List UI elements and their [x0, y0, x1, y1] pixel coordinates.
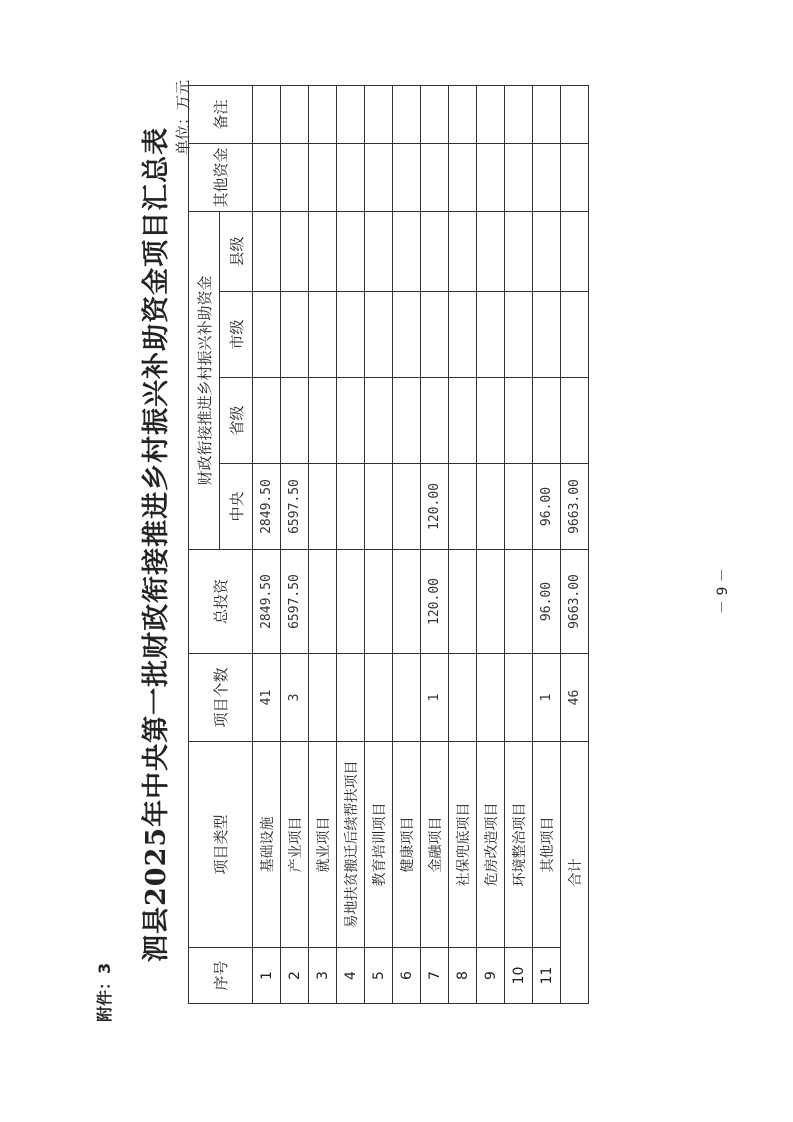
cell-count [449, 654, 477, 742]
cell-county [561, 211, 589, 291]
cell-seq: 10 [505, 948, 533, 1004]
cell-count [393, 654, 421, 742]
cell-provincial [365, 378, 393, 464]
header-county: 县级 [220, 211, 253, 291]
cell-central [393, 464, 421, 550]
cell-total [365, 550, 393, 654]
cell-remark [421, 85, 449, 143]
cell-seq: 8 [449, 948, 477, 1004]
cell-remark [337, 85, 365, 143]
total-total: 9663.00 [561, 550, 589, 654]
cell-central [449, 464, 477, 550]
table-row [421, 85, 449, 1003]
cell-city [309, 292, 337, 378]
header-seq: 序号 [189, 948, 253, 1004]
cell-central [365, 464, 393, 550]
cell-county [533, 211, 561, 291]
cell-city [393, 292, 421, 378]
unit-label: 单位：万元 [174, 80, 192, 156]
cell-count: 3 [281, 654, 309, 742]
cell-other [281, 143, 309, 211]
cell-other [505, 143, 533, 211]
cell-central: 96.00 [533, 464, 561, 550]
cell-central [337, 464, 365, 550]
header-type: 项目类型 [189, 742, 253, 948]
cell-provincial [533, 378, 561, 464]
cell-count: 1 [533, 654, 561, 742]
cell-central [309, 464, 337, 550]
cell-remark [253, 85, 281, 143]
cell-central: 6597.50 [281, 464, 309, 550]
header-count: 项目个数 [189, 654, 253, 742]
cell-central [505, 464, 533, 550]
cell-count: 1 [421, 654, 449, 742]
cell-other [533, 143, 561, 211]
cell-other [477, 143, 505, 211]
cell-type: 环境整治项目 [505, 742, 533, 948]
cell-central [477, 464, 505, 550]
cell-county [281, 211, 309, 291]
table-row [505, 85, 533, 1003]
cell-county [365, 211, 393, 291]
cell-provincial [281, 378, 309, 464]
cell-city [337, 292, 365, 378]
cell-provincial [561, 378, 589, 464]
header-remark: 备注 [189, 85, 253, 143]
header-provincial: 省级 [220, 378, 253, 464]
cell-seq: 3 [309, 948, 337, 1004]
cell-type: 金融项目 [421, 742, 449, 948]
cell-total: 6597.50 [281, 550, 309, 654]
cell-remark [281, 85, 309, 143]
cell-count: 41 [253, 654, 281, 742]
cell-total [477, 550, 505, 654]
cell-count [337, 654, 365, 742]
cell-provincial [309, 378, 337, 464]
cell-city [477, 292, 505, 378]
cell-type: 危房改造项目 [477, 742, 505, 948]
cell-type: 教育培训项目 [365, 742, 393, 948]
cell-other [365, 143, 393, 211]
cell-type: 易地扶贫搬迁后续帮扶项目 [337, 742, 365, 948]
cell-type: 就业项目 [309, 742, 337, 948]
cell-total: 2849.50 [253, 550, 281, 654]
cell-total: 96.00 [533, 550, 561, 654]
cell-remark [449, 85, 477, 143]
total-count: 46 [561, 654, 589, 742]
header-other: 其他资金 [189, 143, 253, 211]
cell-remark [561, 85, 589, 143]
cell-remark [533, 85, 561, 143]
cell-city [505, 292, 533, 378]
table-row [309, 85, 337, 1003]
cell-seq: 11 [533, 948, 561, 1004]
cell-count [477, 654, 505, 742]
cell-city [533, 292, 561, 378]
cell-provincial [393, 378, 421, 464]
attachment-label: 附件：3 [95, 962, 114, 1022]
cell-city [281, 292, 309, 378]
cell-remark [477, 85, 505, 143]
cell-count [365, 654, 393, 742]
cell-city [561, 292, 589, 378]
cell-other [561, 143, 589, 211]
cell-total: 120.00 [421, 550, 449, 654]
cell-other [309, 143, 337, 211]
cell-total [309, 550, 337, 654]
cell-type: 基础设施 [253, 742, 281, 948]
cell-remark [365, 85, 393, 143]
cell-central: 120.00 [421, 464, 449, 550]
cell-provincial [253, 378, 281, 464]
table-row [393, 85, 421, 1003]
cell-city [421, 292, 449, 378]
cell-county [505, 211, 533, 291]
cell-county [309, 211, 337, 291]
cell-provincial [477, 378, 505, 464]
page-title: 泗县2025年中央第一批财政衔接推进乡村振兴补助资金项目汇总表 [141, 126, 172, 962]
cell-other [393, 143, 421, 211]
total-label: 合计 [561, 742, 589, 1004]
cell-other [337, 143, 365, 211]
cell-type: 社保兜底项目 [449, 742, 477, 948]
cell-county [253, 211, 281, 291]
cell-county [449, 211, 477, 291]
cell-total [393, 550, 421, 654]
cell-provincial [505, 378, 533, 464]
cell-count [309, 654, 337, 742]
summary-table [188, 85, 589, 1004]
cell-total [505, 550, 533, 654]
header-row-1 [189, 85, 220, 1003]
cell-seq: 7 [421, 948, 449, 1004]
table-row [365, 85, 393, 1003]
table-row [253, 85, 281, 1003]
cell-seq: 2 [281, 948, 309, 1004]
cell-provincial [337, 378, 365, 464]
cell-central: 2849.50 [253, 464, 281, 550]
cell-type: 其他项目 [533, 742, 561, 948]
header-central: 中央 [220, 464, 253, 550]
cell-total [337, 550, 365, 654]
cell-seq: 5 [365, 948, 393, 1004]
table-row [281, 85, 309, 1003]
cell-other [253, 143, 281, 211]
header-city: 市级 [220, 292, 253, 378]
header-total: 总投资 [189, 550, 253, 654]
cell-county [337, 211, 365, 291]
cell-type: 健康项目 [393, 742, 421, 948]
cell-type: 产业项目 [281, 742, 309, 948]
cell-city [365, 292, 393, 378]
cell-remark [309, 85, 337, 143]
cell-seq: 9 [477, 948, 505, 1004]
cell-remark [393, 85, 421, 143]
cell-county [393, 211, 421, 291]
total-central: 9663.00 [561, 464, 589, 550]
cell-other [449, 143, 477, 211]
cell-seq: 6 [393, 948, 421, 1004]
cell-county [421, 211, 449, 291]
cell-count [505, 654, 533, 742]
cell-remark [505, 85, 533, 143]
table-row [449, 85, 477, 1003]
cell-other [421, 143, 449, 211]
header-fund-group: 财政衔接推进乡村振兴补助资金 [189, 211, 220, 549]
cell-seq: 1 [253, 948, 281, 1004]
cell-provincial [449, 378, 477, 464]
page-number: － 9 － [715, 568, 731, 614]
cell-seq: 4 [337, 948, 365, 1004]
table-row [533, 85, 561, 1003]
total-row [561, 85, 589, 1003]
cell-provincial [421, 378, 449, 464]
cell-total [449, 550, 477, 654]
table-row [337, 85, 365, 1003]
cell-county [477, 211, 505, 291]
cell-city [449, 292, 477, 378]
table-row [477, 85, 505, 1003]
cell-city [253, 292, 281, 378]
